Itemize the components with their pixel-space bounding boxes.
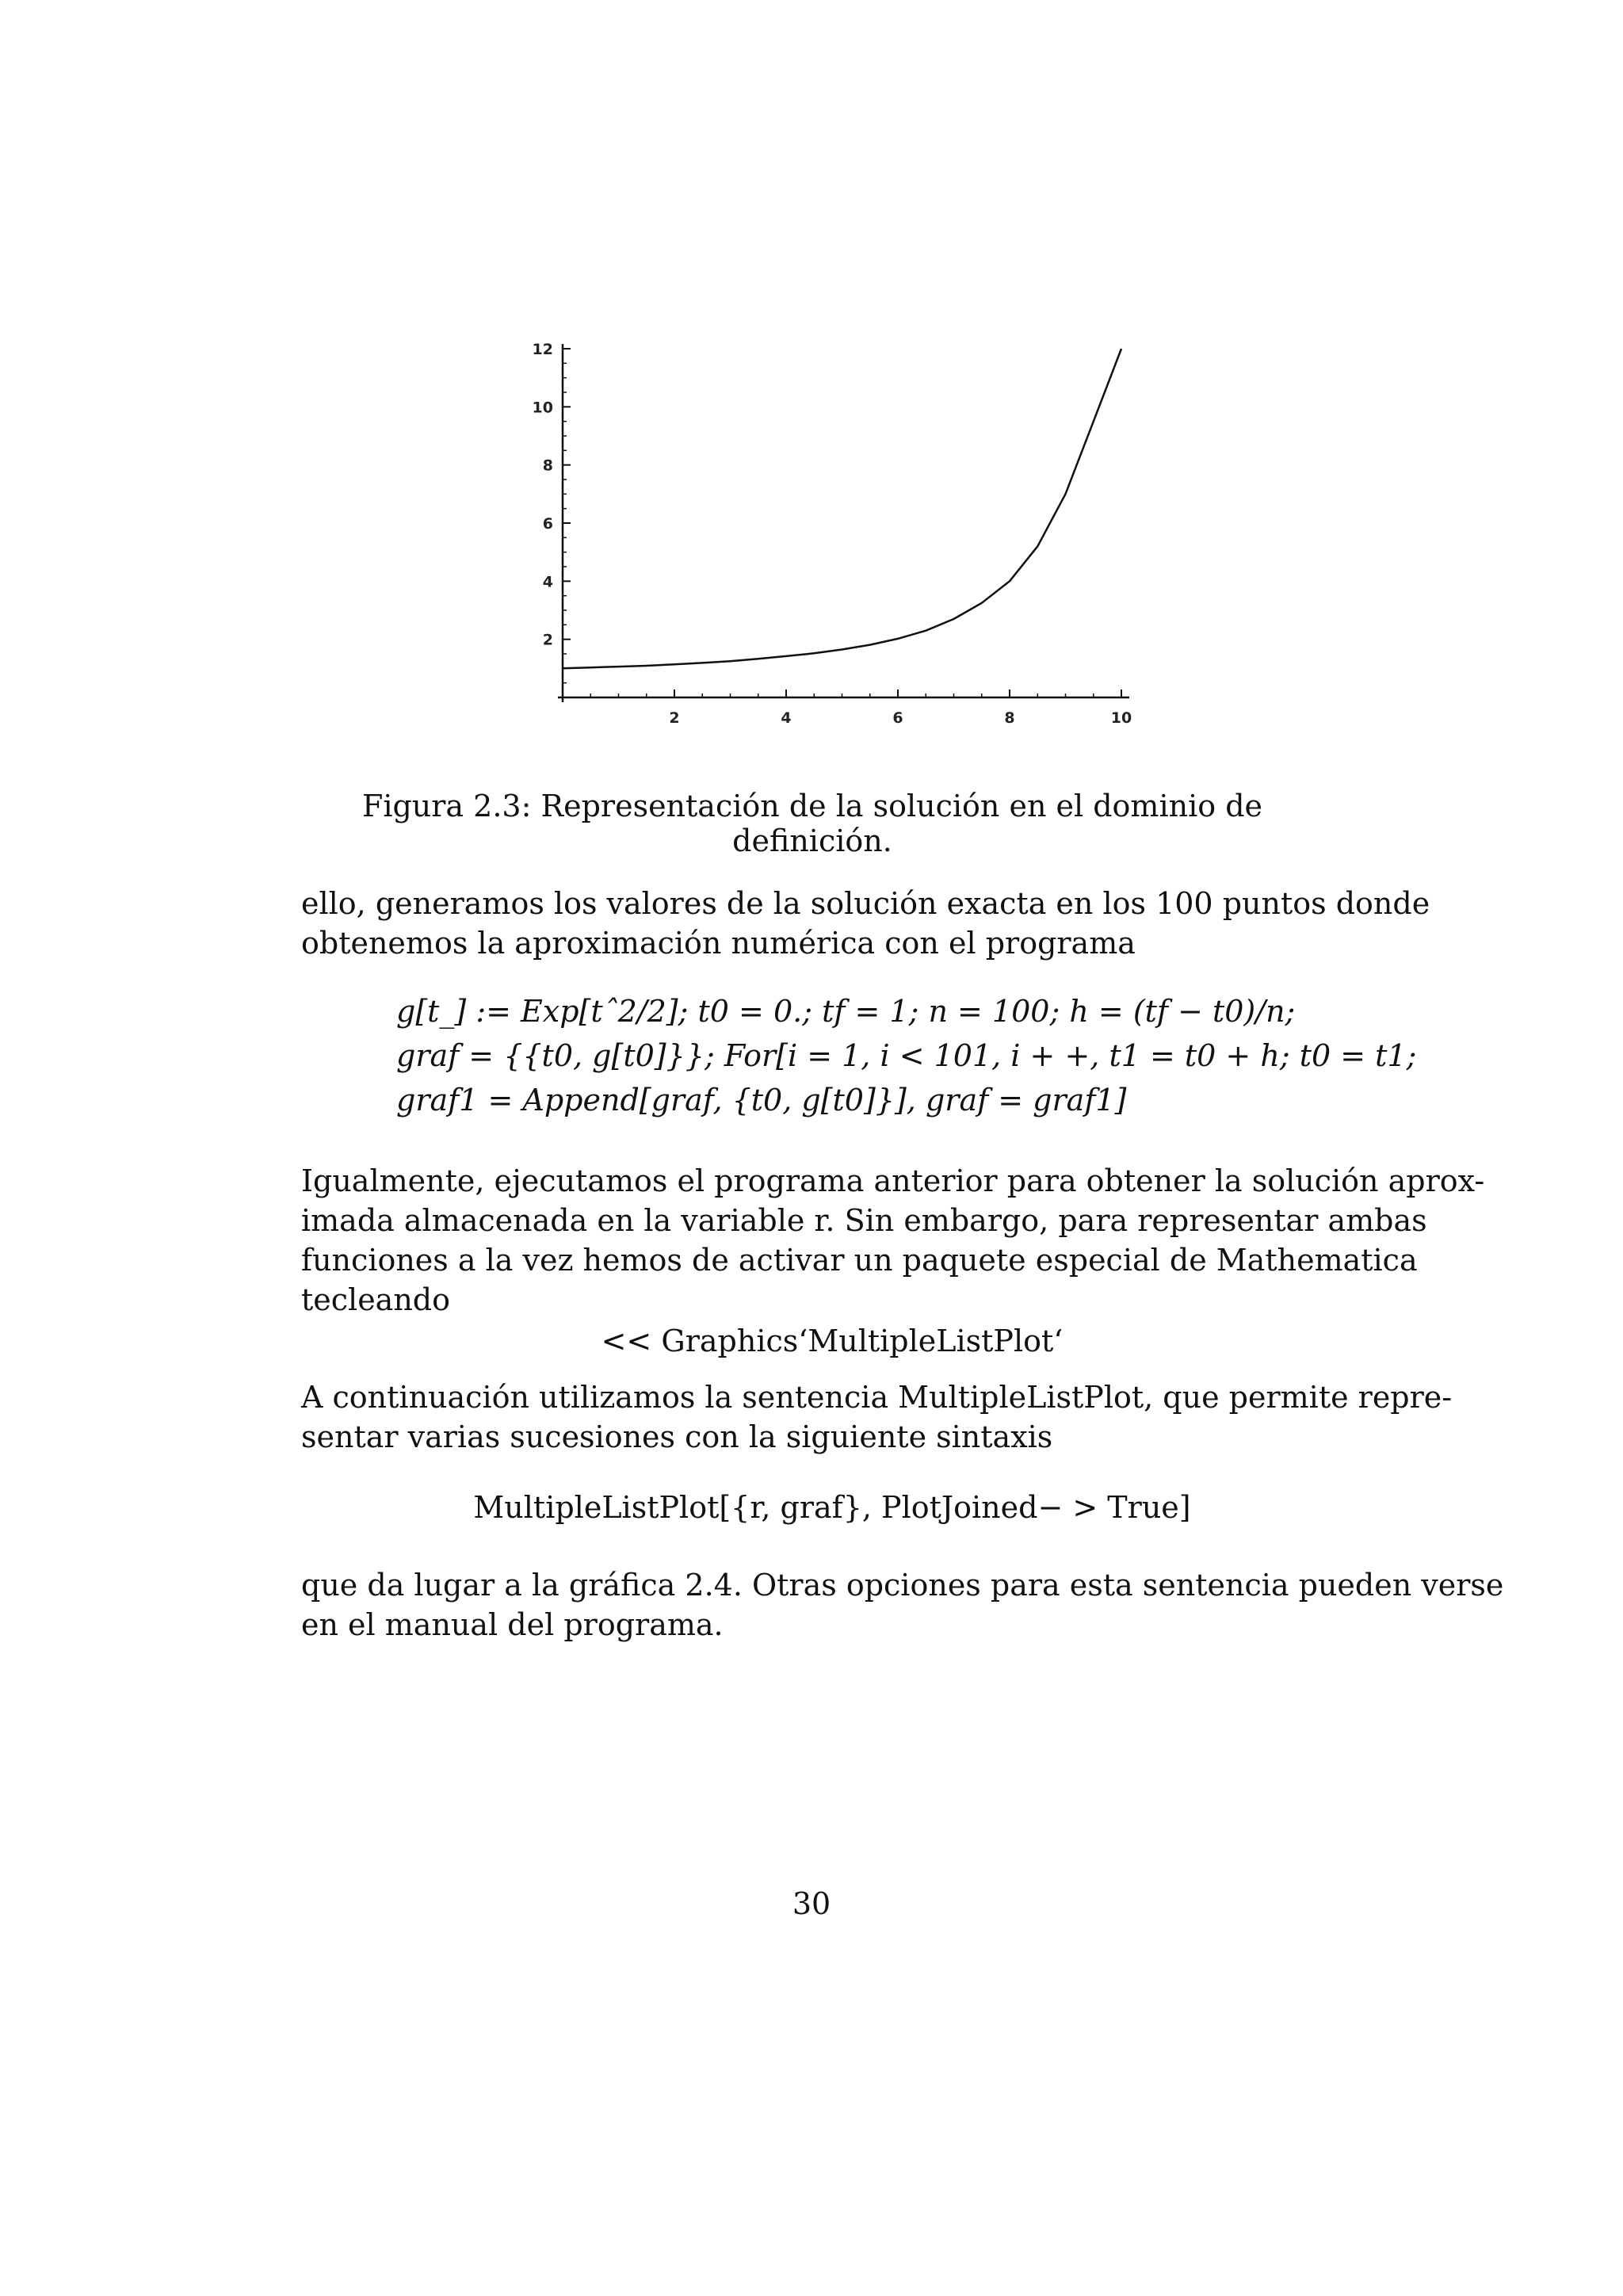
y-tick-label: 12 (532, 341, 553, 358)
page-number: 30 (792, 1886, 831, 1921)
y-tick-label: 8 (542, 457, 553, 475)
text-line: que da lugar a la gráfica 2.4. Otras opciones para esta sentencia pueden verse (301, 1568, 1504, 1603)
x-tick-label: 8 (1004, 709, 1015, 727)
code-block (396, 989, 1416, 1122)
text-line: tecleando (301, 1282, 451, 1317)
text-line: funciones a la vez hemos de activar un paquete especial de Mathematica (301, 1243, 1418, 1278)
x-tick-label: 2 (669, 709, 680, 727)
y-tick-label: 6 (542, 515, 553, 533)
y-tick-label: 2 (542, 631, 553, 649)
y-tick-label: 4 (542, 573, 553, 591)
solution-plot (507, 333, 1157, 745)
text-line: en el manual del programa. (301, 1607, 724, 1642)
code-line: graf1 = Append[graf, {t0, g[t0]}], graf = graf1] (396, 1083, 1127, 1117)
plot-canvas (507, 333, 1157, 745)
text-line: obtenemos la aproximación numérica con el programa (301, 926, 1136, 961)
x-tick-label: 4 (781, 709, 792, 727)
text-line: Igualmente, ejecutamos el programa anterior para obtener la solución aprox- (301, 1163, 1485, 1198)
x-tick-label: 6 (892, 709, 903, 727)
solution-curve (563, 349, 1121, 668)
text-line: A continuación utilizamos la sentencia MultipleListPlot, que permite repre- (301, 1380, 1453, 1415)
text-line: ello, generamos los valores de la solución exacta en los 100 puntos donde (301, 886, 1430, 921)
paragraph-explanation (301, 1161, 1485, 1320)
package-command: << Graphics‘MultipleListPlot‘ (601, 1324, 1064, 1358)
code-line: graf = {{t0, g[t0]}}; For[i = 1, i < 101, i + +, t1 = t0 + h; t0 = t1; (396, 1038, 1417, 1073)
x-tick-label: 10 (1110, 709, 1132, 727)
text-line: imada almacenada en la variable r. Sin embargo, para representar ambas (301, 1203, 1427, 1238)
plot-command: MultipleListPlot[{r, graf}, PlotJoined− > True] (473, 1490, 1191, 1525)
paragraph-continuation (301, 1377, 1453, 1457)
figure-caption: Figura 2.3: Representación de la solución en el dominio de definición. (361, 789, 1263, 858)
text-line: sentar varias sucesiones con la siguiente sintaxis (301, 1419, 1053, 1454)
y-tick-label: 10 (532, 399, 553, 417)
code-line: g[t_] := Exp[tˆ2/2]; t0 = 0.; tf = 1; n = 100; h = (tf − t0)/n; (396, 994, 1296, 1029)
paragraph-closing (301, 1565, 1504, 1645)
paragraph-intro (301, 884, 1430, 963)
